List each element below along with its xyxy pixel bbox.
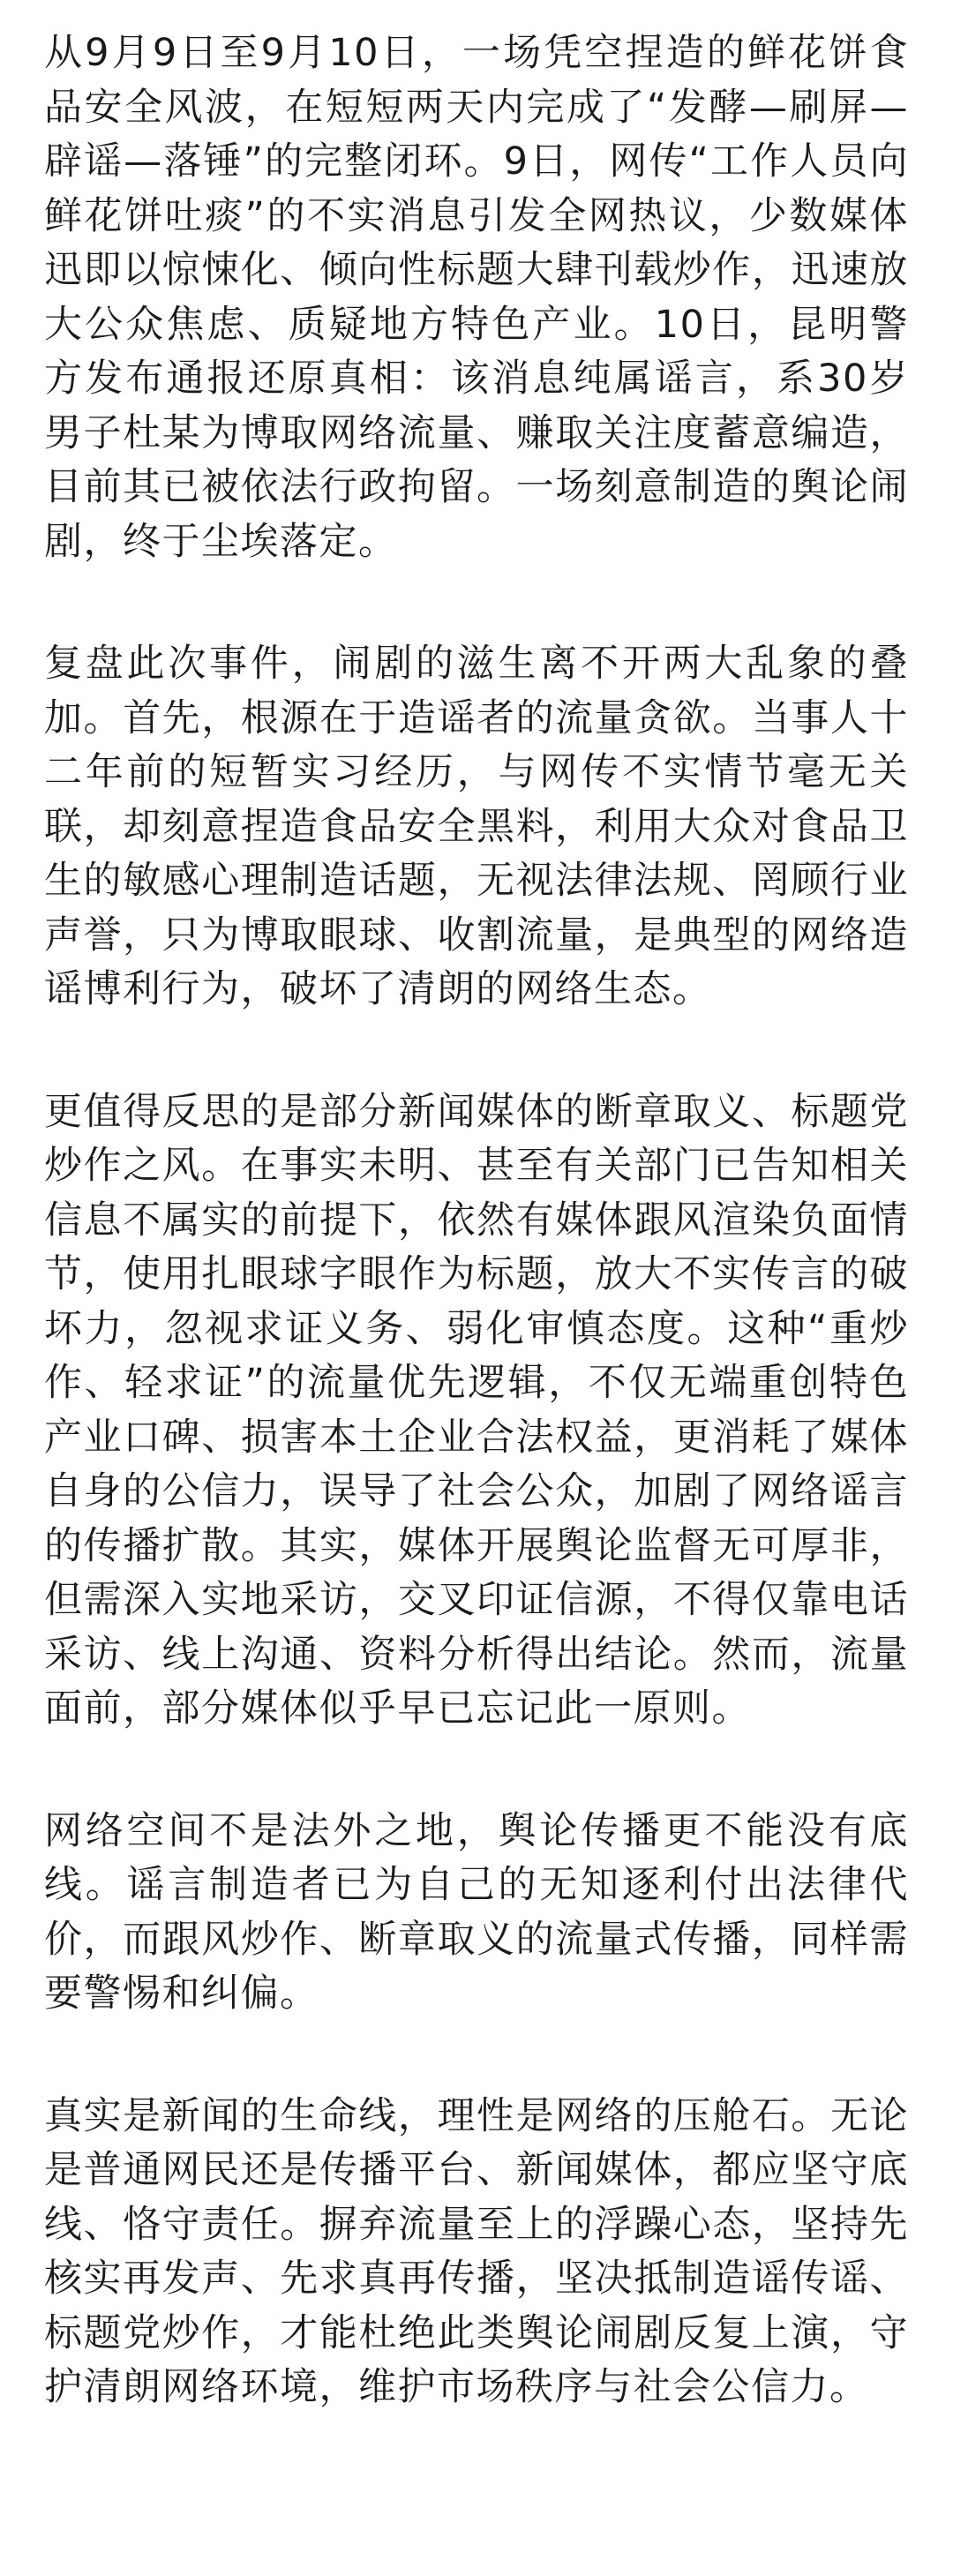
paragraph-1: 从9月9日至9月10日，一场凭空捏造的鲜花饼食品安全风波，在短短两天内完成了“发酵—刷屏—辟谣—落锤”的完整闭环。9日，网传“工作人员向鲜花饼吐痰”的不实消息引发全网热议，少数媒体迅即以惊悚化、倾向性标题大肆刊载炒作，迅速放大公众焦虑、质疑地方特色产业。10日，昆明警方发布通报还原真相：该消息纯属谣言，系30岁男子杜某为博取网络流量、赚取关注度蓄意编造，目前其已被依法行政拘留。一场刻意制造的舆论闹剧，终于尘埃落定。 [44, 31, 909, 564]
paragraph-2: 复盘此次事件，闹剧的滋生离不开两大乱象的叠加。首先，根源在于造谣者的流量贪欲。当事人十二年前的短暂实习经历，与网传不实情节毫无关联，却刻意捏造食品安全黑料，利用大众对食品卫生的敏感心理制造话题，无视法律法规、罔顾行业声誉，只为博取眼球、收割流量，是典型的网络造谣博利行为，破坏了清朗的网络生态。 [44, 642, 909, 1011]
paragraph-5: 真实是新闻的生命线，理性是网络的压舱石。无论是普通网民还是传播平台、新闻媒体，都应坚守底线、恪守责任。摒弃流量至上的浮躁心态，坚持先核实再发声、先求真再传播，坚决抵制造谣传谣、标题党炒作，才能杜绝此类舆论闹剧反复上演，守护清朗网络环境，维护市场秩序与社会公信力。 [44, 2093, 909, 2409]
paragraph-3: 更值得反思的是部分新闻媒体的断章取义、标题党炒作之风。在事实未明、甚至有关部门已告知相关信息不属实的前提下，依然有媒体跟风渲染负面情节，使用扎眼球字眼作为标题，放大不实传言的破坏力，忽视求证义务、弱化审慎态度。这种“重炒作、轻求证”的流量优先逻辑，不仅无端重创特色产业口碑、损害本土企业合法权益，更消耗了媒体自身的公信力，误导了社会公众，加剧了网络谣言的传播扩散。其实，媒体开展舆论监督无可厚非，但需深入实地采访，交叉印证信源，不得仅靠电话采访、线上沟通、资料分析得出结论。然而，流量面前，部分媒体似乎早已忘记此一原则。 [44, 1089, 909, 1731]
paragraph-4: 网络空间不是法外之地，舆论传播更不能没有底线。谣言制造者已为自己的无知逐利付出法律代价，而跟风炒作、断章取义的流量式传播，同样需要警惕和纠偏。 [44, 1808, 909, 2016]
article-body [44, 26, 909, 2415]
